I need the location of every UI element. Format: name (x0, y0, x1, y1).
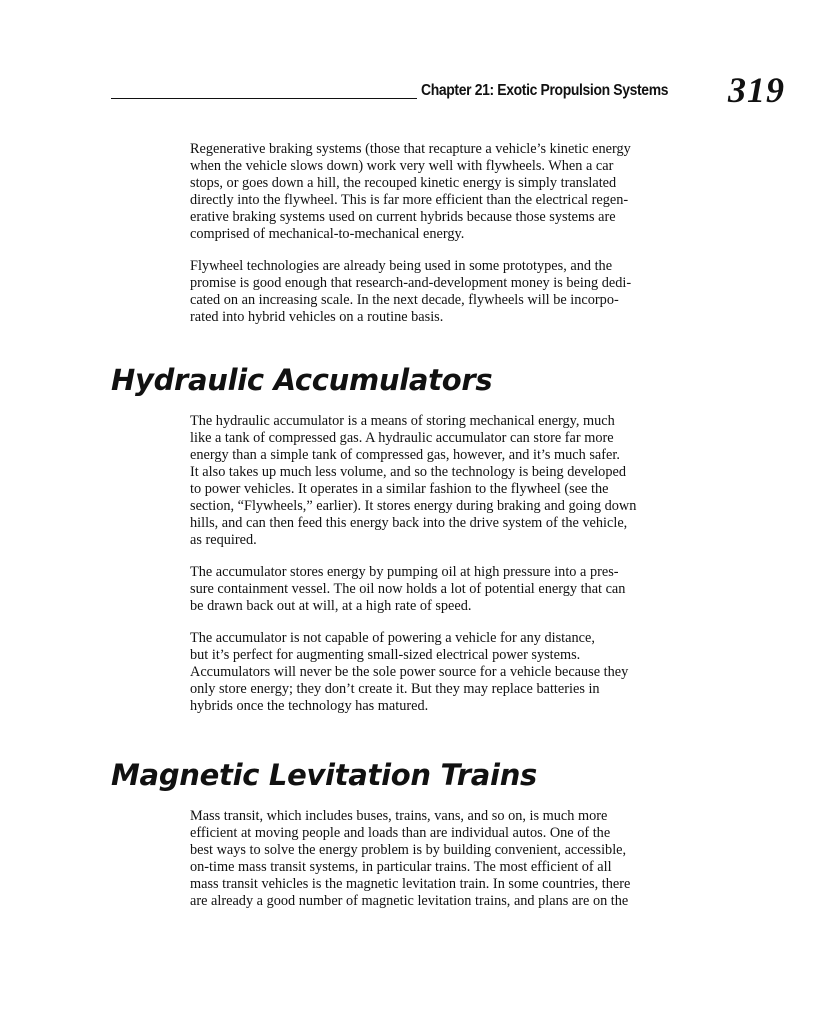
running-head-title: Chapter 21: Exotic Propulsion Systems (421, 82, 669, 99)
text-line: only store energy; they don’t create it. But they may replace batteries in (190, 681, 600, 697)
text-line: The accumulator stores energy by pumping oil at high pressure into a pres- (190, 564, 619, 580)
text-line: hybrids once the technology has matured. (190, 698, 429, 714)
text-line: Mass transit, which includes buses, trains, vans, and so on, is much more (190, 808, 608, 824)
text-line: as required. (190, 532, 257, 548)
text-line: The accumulator is not capable of powering a vehicle for any distance, (190, 630, 595, 646)
text-line: It also takes up much less volume, and so the technology is being developed (190, 464, 626, 480)
text-line: like a tank of compressed gas. A hydraulic accumulator can store far more (190, 430, 614, 446)
text-line: The hydraulic accumulator is a means of storing mechanical energy, much (190, 413, 615, 429)
text-line: are already a good number of magnetic levitation trains, and plans are on the (190, 893, 629, 909)
text-line: be drawn back out at will, at a high rate of speed. (190, 598, 472, 614)
paragraph (190, 258, 720, 326)
paragraph (190, 564, 720, 615)
text-line: Accumulators will never be the sole power source for a vehicle because they (190, 664, 629, 680)
section-heading-maglev: Magnetic Levitation Trains (111, 758, 537, 792)
paragraph (190, 413, 720, 549)
text-line: Flywheel technologies are already being used in some prototypes, and the (190, 258, 613, 274)
text-line: to power vehicles. It operates in a similar fashion to the flywheel (see the (190, 481, 609, 497)
text-line: section, “Flywheels,” earlier). It stores energy during braking and going down (190, 498, 637, 514)
text-line: on-time mass transit systems, in particular trains. The most efficient of all (190, 859, 612, 875)
text-line: when the vehicle slows down) work very well with flywheels. When a car (190, 158, 614, 174)
section-heading-hydraulic: Hydraulic Accumulators (111, 363, 493, 397)
text-line: best ways to solve the energy problem is by building convenient, accessible, (190, 842, 627, 858)
text-line: but it’s perfect for augmenting small-sized electrical power systems. (190, 647, 581, 663)
text-line: comprised of mechanical-to-mechanical energy. (190, 226, 465, 242)
text-line: hills, and can then feed this energy back into the drive system of the vehicle, (190, 515, 628, 531)
text-line: rated into hybrid vehicles on a routine basis. (190, 309, 444, 325)
text-line: Regenerative braking systems (those that recapture a vehicle’s kinetic energy (190, 141, 631, 157)
page-number: 319 (728, 70, 785, 110)
header-rule (111, 98, 417, 99)
intro-section (190, 141, 720, 326)
paragraph (190, 141, 720, 243)
text-line: directly into the flywheel. This is far more efficient than the electrical regen- (190, 192, 629, 208)
text-line: cated on an increasing scale. In the next decade, flywheels will be incorpo- (190, 292, 619, 308)
text-line: energy than a simple tank of compressed gas, however, and it’s much safer. (190, 447, 620, 463)
text-line: erative braking systems used on current hybrids because those systems are (190, 209, 616, 225)
text-line: sure containment vessel. The oil now holds a lot of potential energy that can (190, 581, 626, 597)
text-line: stops, or goes down a hill, the recouped kinetic energy is simply translated (190, 175, 617, 191)
text-line: mass transit vehicles is the magnetic levitation train. In some countries, there (190, 876, 631, 892)
maglev-section (190, 808, 720, 910)
text-line: promise is good enough that research-and-development money is being dedi- (190, 275, 632, 291)
text-line: efficient at moving people and loads than are individual autos. One of the (190, 825, 611, 841)
paragraph (190, 808, 720, 910)
paragraph (190, 630, 720, 715)
hydraulic-section (190, 413, 720, 715)
